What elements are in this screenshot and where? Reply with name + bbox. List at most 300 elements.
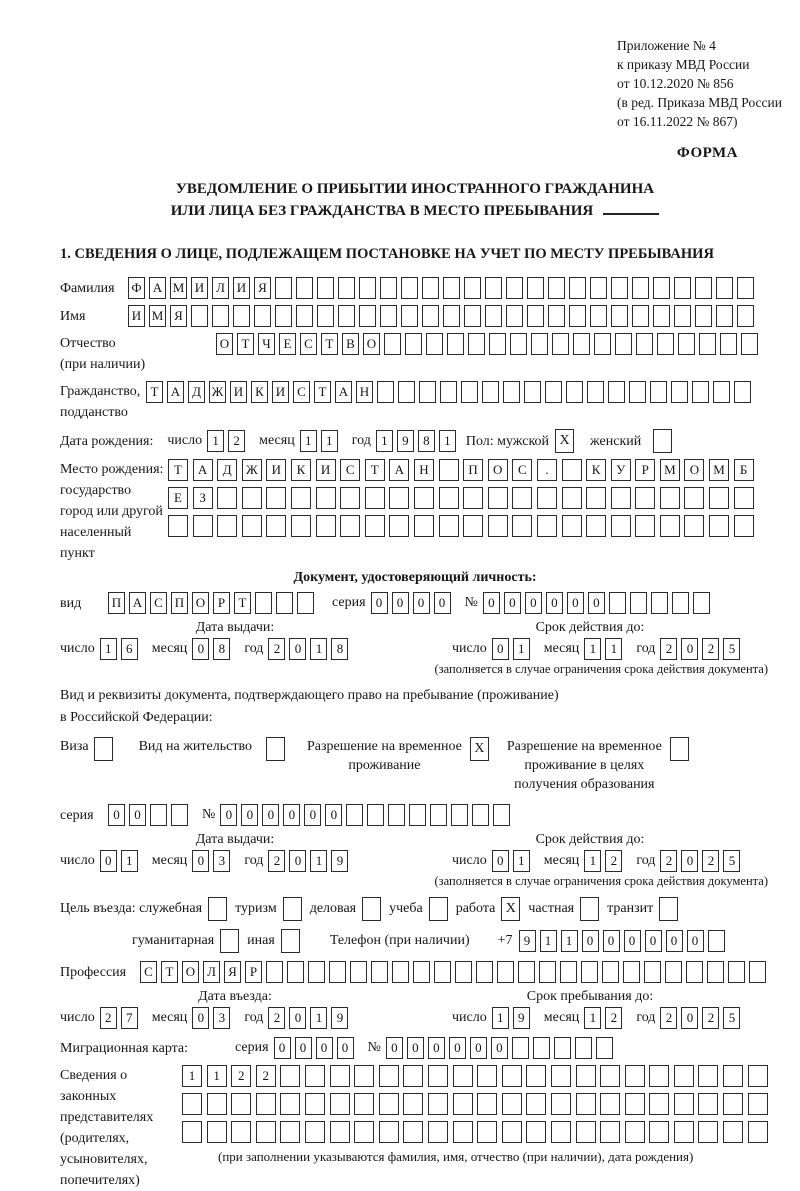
- char-cell[interactable]: 0: [392, 592, 409, 614]
- char-cell[interactable]: С: [150, 592, 167, 614]
- char-cell[interactable]: [551, 1121, 571, 1143]
- char-cell[interactable]: [472, 804, 489, 826]
- char-cell[interactable]: О: [363, 333, 380, 355]
- char-cell[interactable]: 1: [584, 638, 601, 660]
- char-cell[interactable]: [512, 1037, 529, 1059]
- char-cell[interactable]: [461, 381, 478, 403]
- char-cell[interactable]: [551, 1065, 571, 1087]
- rvp-checkbox[interactable]: X: [470, 737, 489, 761]
- char-cell[interactable]: [674, 1065, 694, 1087]
- char-cell[interactable]: 0: [582, 930, 599, 952]
- char-cell[interactable]: [562, 515, 582, 537]
- char-cell[interactable]: 0: [492, 638, 509, 660]
- char-cell[interactable]: [625, 1093, 645, 1115]
- char-cell[interactable]: 2: [605, 1007, 622, 1029]
- char-cell[interactable]: [716, 305, 733, 327]
- char-cell[interactable]: [280, 1065, 300, 1087]
- char-cell[interactable]: [650, 381, 667, 403]
- char-cell[interactable]: [594, 333, 611, 355]
- char-cell[interactable]: [207, 1093, 227, 1115]
- char-cell[interactable]: Т: [234, 592, 251, 614]
- char-cell[interactable]: П: [108, 592, 125, 614]
- char-cell[interactable]: [596, 1037, 613, 1059]
- char-cell[interactable]: [527, 277, 544, 299]
- char-cell[interactable]: [737, 277, 754, 299]
- char-cell[interactable]: [586, 515, 606, 537]
- char-cell[interactable]: 0: [624, 930, 641, 952]
- char-cell[interactable]: 2: [702, 638, 719, 660]
- char-cell[interactable]: [464, 305, 481, 327]
- char-cell[interactable]: 1: [207, 1065, 227, 1087]
- char-cell[interactable]: М: [149, 305, 166, 327]
- char-cell[interactable]: 0: [262, 804, 279, 826]
- char-cell[interactable]: [453, 1121, 473, 1143]
- char-cell[interactable]: 0: [603, 930, 620, 952]
- char-cell[interactable]: 0: [449, 1037, 466, 1059]
- char-cell[interactable]: С: [300, 333, 317, 355]
- char-cell[interactable]: [625, 1121, 645, 1143]
- char-cell[interactable]: Ж: [242, 459, 262, 481]
- char-cell[interactable]: [566, 381, 583, 403]
- char-cell[interactable]: 1: [513, 850, 530, 872]
- char-cell[interactable]: 0: [289, 850, 306, 872]
- char-cell[interactable]: [526, 1121, 546, 1143]
- char-cell[interactable]: [419, 381, 436, 403]
- char-cell[interactable]: [611, 277, 628, 299]
- char-cell[interactable]: 2: [256, 1065, 276, 1087]
- char-cell[interactable]: [379, 1065, 399, 1087]
- purpose-work-checkbox[interactable]: X: [501, 897, 520, 921]
- purpose-private-checkbox[interactable]: [580, 897, 599, 921]
- char-cell[interactable]: [488, 487, 508, 509]
- char-cell[interactable]: 1: [121, 850, 138, 872]
- char-cell[interactable]: [590, 305, 607, 327]
- char-cell[interactable]: [485, 305, 502, 327]
- char-cell[interactable]: [401, 277, 418, 299]
- char-cell[interactable]: 0: [241, 804, 258, 826]
- char-cell[interactable]: М: [660, 459, 680, 481]
- char-cell[interactable]: [150, 804, 167, 826]
- char-cell[interactable]: Т: [237, 333, 254, 355]
- char-cell[interactable]: [581, 961, 598, 983]
- char-cell[interactable]: [548, 277, 565, 299]
- char-cell[interactable]: [660, 515, 680, 537]
- char-cell[interactable]: [182, 1093, 202, 1115]
- char-cell[interactable]: [256, 1093, 276, 1115]
- char-cell[interactable]: [749, 961, 766, 983]
- char-cell[interactable]: С: [512, 459, 532, 481]
- char-cell[interactable]: [389, 515, 409, 537]
- char-cell[interactable]: 0: [283, 804, 300, 826]
- char-cell[interactable]: 0: [289, 1007, 306, 1029]
- char-cell[interactable]: К: [291, 459, 311, 481]
- char-cell[interactable]: [463, 487, 483, 509]
- char-cell[interactable]: О: [182, 961, 199, 983]
- char-cell[interactable]: [625, 1065, 645, 1087]
- char-cell[interactable]: 0: [316, 1037, 333, 1059]
- purpose-study-checkbox[interactable]: [429, 897, 448, 921]
- char-cell[interactable]: [384, 333, 401, 355]
- char-cell[interactable]: [233, 305, 250, 327]
- char-cell[interactable]: 9: [331, 1007, 348, 1029]
- char-cell[interactable]: [497, 961, 514, 983]
- char-cell[interactable]: 0: [434, 592, 451, 614]
- char-cell[interactable]: [665, 961, 682, 983]
- char-cell[interactable]: [379, 1093, 399, 1115]
- char-cell[interactable]: Ч: [258, 333, 275, 355]
- char-cell[interactable]: [231, 1121, 251, 1143]
- char-cell[interactable]: [674, 1121, 694, 1143]
- char-cell[interactable]: А: [149, 277, 166, 299]
- char-cell[interactable]: [686, 961, 703, 983]
- char-cell[interactable]: 8: [418, 430, 435, 452]
- char-cell[interactable]: [539, 961, 556, 983]
- char-cell[interactable]: 0: [525, 592, 542, 614]
- char-cell[interactable]: 1: [310, 1007, 327, 1029]
- char-cell[interactable]: [193, 515, 213, 537]
- char-cell[interactable]: И: [230, 381, 247, 403]
- char-cell[interactable]: [699, 333, 716, 355]
- char-cell[interactable]: Е: [168, 487, 188, 509]
- char-cell[interactable]: [422, 277, 439, 299]
- char-cell[interactable]: [439, 487, 459, 509]
- char-cell[interactable]: [748, 1093, 768, 1115]
- char-cell[interactable]: [380, 305, 397, 327]
- char-cell[interactable]: [182, 1121, 202, 1143]
- char-cell[interactable]: 2: [268, 850, 285, 872]
- char-cell[interactable]: У: [611, 459, 631, 481]
- char-cell[interactable]: О: [684, 459, 704, 481]
- char-cell[interactable]: [350, 961, 367, 983]
- char-cell[interactable]: О: [488, 459, 508, 481]
- char-cell[interactable]: [531, 333, 548, 355]
- char-cell[interactable]: 0: [588, 592, 605, 614]
- char-cell[interactable]: [698, 1121, 718, 1143]
- char-cell[interactable]: 0: [645, 930, 662, 952]
- char-cell[interactable]: С: [293, 381, 310, 403]
- char-cell[interactable]: 0: [192, 1007, 209, 1029]
- char-cell[interactable]: 1: [300, 430, 317, 452]
- char-cell[interactable]: [354, 1065, 374, 1087]
- char-cell[interactable]: [276, 592, 293, 614]
- char-cell[interactable]: 0: [337, 1037, 354, 1059]
- char-cell[interactable]: [587, 381, 604, 403]
- char-cell[interactable]: [649, 1065, 669, 1087]
- char-cell[interactable]: [548, 305, 565, 327]
- char-cell[interactable]: З: [193, 487, 213, 509]
- char-cell[interactable]: [296, 305, 313, 327]
- char-cell[interactable]: [502, 1121, 522, 1143]
- char-cell[interactable]: [748, 1065, 768, 1087]
- char-cell[interactable]: [533, 1037, 550, 1059]
- char-cell[interactable]: [506, 277, 523, 299]
- char-cell[interactable]: [266, 961, 283, 983]
- char-cell[interactable]: 3: [213, 1007, 230, 1029]
- char-cell[interactable]: [623, 961, 640, 983]
- char-cell[interactable]: [447, 333, 464, 355]
- char-cell[interactable]: [389, 487, 409, 509]
- char-cell[interactable]: 2: [660, 638, 677, 660]
- char-cell[interactable]: 8: [213, 638, 230, 660]
- char-cell[interactable]: Д: [217, 459, 237, 481]
- char-cell[interactable]: [590, 277, 607, 299]
- char-cell[interactable]: 0: [274, 1037, 291, 1059]
- char-cell[interactable]: [551, 1093, 571, 1115]
- char-cell[interactable]: [354, 1093, 374, 1115]
- char-cell[interactable]: [403, 1093, 423, 1115]
- char-cell[interactable]: Я: [224, 961, 241, 983]
- char-cell[interactable]: [545, 381, 562, 403]
- char-cell[interactable]: Н: [414, 459, 434, 481]
- char-cell[interactable]: [256, 1121, 276, 1143]
- char-cell[interactable]: [651, 592, 668, 614]
- char-cell[interactable]: [340, 487, 360, 509]
- char-cell[interactable]: [552, 333, 569, 355]
- char-cell[interactable]: [453, 1065, 473, 1087]
- char-cell[interactable]: [737, 305, 754, 327]
- char-cell[interactable]: [635, 515, 655, 537]
- char-cell[interactable]: [212, 305, 229, 327]
- char-cell[interactable]: С: [140, 961, 157, 983]
- char-cell[interactable]: [562, 459, 582, 481]
- char-cell[interactable]: 0: [687, 930, 704, 952]
- char-cell[interactable]: [573, 333, 590, 355]
- char-cell[interactable]: [678, 333, 695, 355]
- char-cell[interactable]: 7: [121, 1007, 138, 1029]
- char-cell[interactable]: [377, 381, 394, 403]
- char-cell[interactable]: [632, 277, 649, 299]
- char-cell[interactable]: 1: [584, 850, 601, 872]
- char-cell[interactable]: 1: [492, 1007, 509, 1029]
- char-cell[interactable]: [723, 1065, 743, 1087]
- char-cell[interactable]: [207, 1121, 227, 1143]
- char-cell[interactable]: [430, 804, 447, 826]
- char-cell[interactable]: [242, 515, 262, 537]
- char-cell[interactable]: 0: [492, 850, 509, 872]
- char-cell[interactable]: 9: [397, 430, 414, 452]
- char-cell[interactable]: 0: [325, 804, 342, 826]
- char-cell[interactable]: [380, 277, 397, 299]
- char-cell[interactable]: А: [129, 592, 146, 614]
- char-cell[interactable]: [653, 305, 670, 327]
- char-cell[interactable]: 0: [407, 1037, 424, 1059]
- char-cell[interactable]: [713, 381, 730, 403]
- char-cell[interactable]: [451, 804, 468, 826]
- char-cell[interactable]: Ж: [209, 381, 226, 403]
- char-cell[interactable]: 9: [519, 930, 536, 952]
- char-cell[interactable]: [734, 381, 751, 403]
- char-cell[interactable]: 2: [228, 430, 245, 452]
- char-cell[interactable]: 1: [605, 638, 622, 660]
- char-cell[interactable]: [477, 1093, 497, 1115]
- char-cell[interactable]: [674, 277, 691, 299]
- char-cell[interactable]: А: [389, 459, 409, 481]
- char-cell[interactable]: [602, 961, 619, 983]
- char-cell[interactable]: [554, 1037, 571, 1059]
- char-cell[interactable]: 2: [660, 850, 677, 872]
- char-cell[interactable]: [748, 1121, 768, 1143]
- char-cell[interactable]: 0: [129, 804, 146, 826]
- char-cell[interactable]: [409, 804, 426, 826]
- char-cell[interactable]: [649, 1121, 669, 1143]
- char-cell[interactable]: 0: [304, 804, 321, 826]
- char-cell[interactable]: 2: [268, 638, 285, 660]
- char-cell[interactable]: 1: [584, 1007, 601, 1029]
- char-cell[interactable]: [615, 333, 632, 355]
- char-cell[interactable]: [600, 1093, 620, 1115]
- char-cell[interactable]: [477, 1121, 497, 1143]
- char-cell[interactable]: [266, 515, 286, 537]
- char-cell[interactable]: 0: [100, 850, 117, 872]
- char-cell[interactable]: [365, 487, 385, 509]
- char-cell[interactable]: [317, 277, 334, 299]
- char-cell[interactable]: [600, 1065, 620, 1087]
- char-cell[interactable]: [434, 961, 451, 983]
- char-cell[interactable]: [291, 487, 311, 509]
- char-cell[interactable]: [709, 487, 729, 509]
- char-cell[interactable]: И: [233, 277, 250, 299]
- char-cell[interactable]: [510, 333, 527, 355]
- char-cell[interactable]: [723, 1093, 743, 1115]
- char-cell[interactable]: [586, 487, 606, 509]
- char-cell[interactable]: 8: [331, 638, 348, 660]
- char-cell[interactable]: [280, 1121, 300, 1143]
- residence-permit-checkbox[interactable]: [266, 737, 285, 761]
- char-cell[interactable]: [630, 592, 647, 614]
- char-cell[interactable]: [741, 333, 758, 355]
- char-cell[interactable]: [485, 277, 502, 299]
- char-cell[interactable]: [632, 305, 649, 327]
- char-cell[interactable]: [657, 333, 674, 355]
- char-cell[interactable]: Я: [170, 305, 187, 327]
- char-cell[interactable]: И: [272, 381, 289, 403]
- char-cell[interactable]: 0: [371, 592, 388, 614]
- char-cell[interactable]: 6: [121, 638, 138, 660]
- visa-checkbox[interactable]: [94, 737, 113, 761]
- char-cell[interactable]: [217, 487, 237, 509]
- rvp-education-checkbox[interactable]: [670, 737, 689, 761]
- char-cell[interactable]: 1: [207, 430, 224, 452]
- char-cell[interactable]: [354, 1121, 374, 1143]
- char-cell[interactable]: Т: [168, 459, 188, 481]
- char-cell[interactable]: [537, 515, 557, 537]
- char-cell[interactable]: 0: [289, 638, 306, 660]
- char-cell[interactable]: [231, 1093, 251, 1115]
- char-cell[interactable]: 1: [310, 850, 327, 872]
- char-cell[interactable]: И: [266, 459, 286, 481]
- char-cell[interactable]: [443, 277, 460, 299]
- purpose-official-checkbox[interactable]: [208, 897, 227, 921]
- char-cell[interactable]: .: [537, 459, 557, 481]
- char-cell[interactable]: [524, 381, 541, 403]
- char-cell[interactable]: 0: [483, 592, 500, 614]
- char-cell[interactable]: [698, 1065, 718, 1087]
- char-cell[interactable]: [359, 277, 376, 299]
- char-cell[interactable]: [316, 487, 336, 509]
- char-cell[interactable]: А: [193, 459, 213, 481]
- char-cell[interactable]: [518, 961, 535, 983]
- char-cell[interactable]: [439, 459, 459, 481]
- char-cell[interactable]: 0: [386, 1037, 403, 1059]
- char-cell[interactable]: К: [586, 459, 606, 481]
- char-cell[interactable]: [609, 592, 626, 614]
- char-cell[interactable]: [716, 277, 733, 299]
- char-cell[interactable]: М: [170, 277, 187, 299]
- char-cell[interactable]: [365, 515, 385, 537]
- char-cell[interactable]: [191, 305, 208, 327]
- char-cell[interactable]: [388, 804, 405, 826]
- char-cell[interactable]: [291, 515, 311, 537]
- char-cell[interactable]: [428, 1093, 448, 1115]
- char-cell[interactable]: 2: [231, 1065, 251, 1087]
- char-cell[interactable]: [671, 381, 688, 403]
- char-cell[interactable]: Л: [203, 961, 220, 983]
- char-cell[interactable]: [316, 515, 336, 537]
- char-cell[interactable]: [728, 961, 745, 983]
- char-cell[interactable]: [308, 961, 325, 983]
- char-cell[interactable]: [649, 1093, 669, 1115]
- male-checkbox[interactable]: X: [555, 429, 574, 453]
- char-cell[interactable]: [698, 1093, 718, 1115]
- char-cell[interactable]: [398, 381, 415, 403]
- char-cell[interactable]: К: [251, 381, 268, 403]
- char-cell[interactable]: 0: [108, 804, 125, 826]
- char-cell[interactable]: [428, 1121, 448, 1143]
- char-cell[interactable]: [305, 1093, 325, 1115]
- char-cell[interactable]: [422, 305, 439, 327]
- char-cell[interactable]: [476, 961, 493, 983]
- char-cell[interactable]: Е: [279, 333, 296, 355]
- char-cell[interactable]: 0: [681, 1007, 698, 1029]
- char-cell[interactable]: [512, 515, 532, 537]
- char-cell[interactable]: [672, 592, 689, 614]
- char-cell[interactable]: [440, 381, 457, 403]
- char-cell[interactable]: [576, 1093, 596, 1115]
- char-cell[interactable]: 0: [666, 930, 683, 952]
- char-cell[interactable]: [506, 305, 523, 327]
- char-cell[interactable]: [723, 1121, 743, 1143]
- char-cell[interactable]: Я: [254, 277, 271, 299]
- char-cell[interactable]: 5: [723, 1007, 740, 1029]
- char-cell[interactable]: 1: [439, 430, 456, 452]
- char-cell[interactable]: [635, 487, 655, 509]
- char-cell[interactable]: [330, 1093, 350, 1115]
- char-cell[interactable]: 5: [723, 850, 740, 872]
- char-cell[interactable]: Р: [245, 961, 262, 983]
- char-cell[interactable]: 9: [331, 850, 348, 872]
- char-cell[interactable]: [526, 1093, 546, 1115]
- char-cell[interactable]: [297, 592, 314, 614]
- char-cell[interactable]: [413, 961, 430, 983]
- char-cell[interactable]: 2: [605, 850, 622, 872]
- char-cell[interactable]: 2: [268, 1007, 285, 1029]
- char-cell[interactable]: [305, 1121, 325, 1143]
- char-cell[interactable]: 0: [220, 804, 237, 826]
- char-cell[interactable]: [317, 305, 334, 327]
- char-cell[interactable]: [414, 515, 434, 537]
- purpose-business-checkbox[interactable]: [362, 897, 381, 921]
- char-cell[interactable]: [468, 333, 485, 355]
- char-cell[interactable]: [330, 1121, 350, 1143]
- char-cell[interactable]: [576, 1065, 596, 1087]
- char-cell[interactable]: [305, 1065, 325, 1087]
- char-cell[interactable]: [560, 961, 577, 983]
- char-cell[interactable]: [692, 381, 709, 403]
- char-cell[interactable]: [275, 277, 292, 299]
- char-cell[interactable]: [636, 333, 653, 355]
- char-cell[interactable]: [359, 305, 376, 327]
- char-cell[interactable]: 2: [702, 850, 719, 872]
